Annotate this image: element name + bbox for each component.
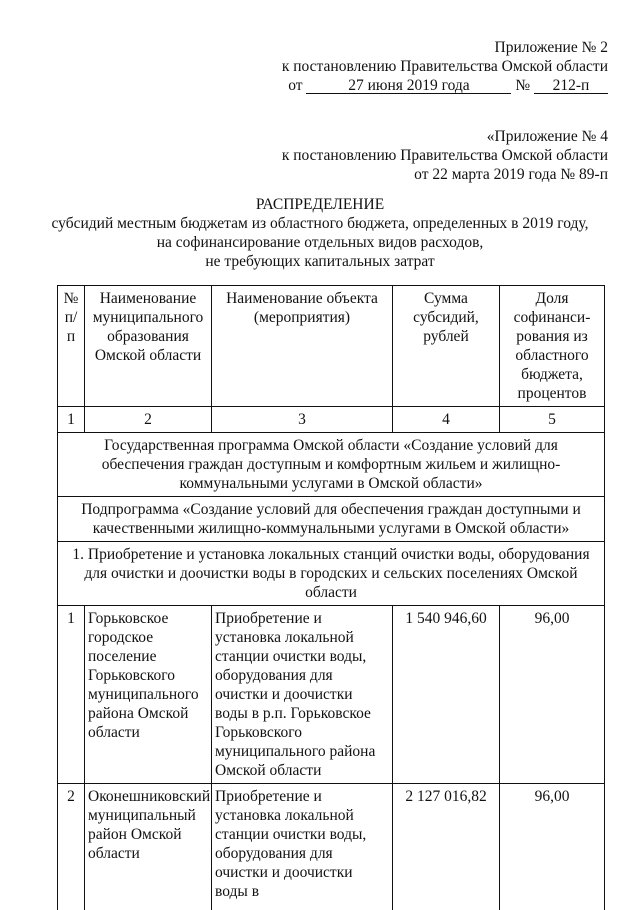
column-number: 5 xyxy=(500,407,605,433)
header-cell: № п/п xyxy=(58,286,85,407)
section-row xyxy=(58,542,605,606)
appendix-4-block xyxy=(250,127,608,184)
program-title: Государственная программа Омской области «Создание условий для обеспечения граждан доступным и комфортным жильем и жилищно-коммунальными услугами в Омской области» xyxy=(58,433,605,497)
municipality-name: Оконешниковский муниципальный район Омской области xyxy=(85,784,212,910)
appendix-2-title: Приложение № 2 xyxy=(250,38,608,57)
column-number: 1 xyxy=(58,407,85,433)
resolution-date: 27 июня 2019 года xyxy=(306,78,511,94)
table-header-row xyxy=(58,286,605,407)
heading-line-3: не требующих капитальных затрат xyxy=(30,252,610,271)
header-cell: Наименование объекта (мероприятия) xyxy=(212,286,393,407)
subprogram-title: Подпрограмма «Создание условий для обеспечения граждан доступными и качественными жилищно-коммунальными услугами в Омской области» xyxy=(58,497,605,542)
header-cell: Доля софинанси-рования из областного бюджета, процентов xyxy=(500,286,605,407)
heading-line-1: субсидий местным бюджетам из областного бюджета, определенных в 2019 году, xyxy=(30,214,610,233)
cofinancing-share: 96,00 xyxy=(500,784,605,910)
subprogram-row xyxy=(58,497,605,542)
object-name: Приобретение и установка локальной станции очистки воды, оборудования для очистки и доочистки воды в р.п. Горьковское Горьковского муниципального района Омской области xyxy=(212,606,393,784)
table-row xyxy=(58,606,605,784)
column-number: 3 xyxy=(212,407,393,433)
column-number: 4 xyxy=(393,407,500,433)
appendix-4-title: «Приложение № 4 xyxy=(250,127,608,146)
appendix-4-resolution: к постановлению Правительства Омской области xyxy=(250,146,608,165)
table-row xyxy=(58,784,605,910)
municipality-name: Горьковское городское поселение Горьковского муниципального района Омской области xyxy=(85,606,212,784)
row-number: 2 xyxy=(58,784,85,910)
object-name: Приобретение и установка локальной станции очистки воды, оборудования для очистки и доочистки воды в xyxy=(212,784,393,910)
heading-line-2: на софинансирование отдельных видов расходов, xyxy=(30,233,610,252)
number-label: № xyxy=(515,77,530,94)
row-number: 1 xyxy=(58,606,85,784)
column-number: 2 xyxy=(85,407,212,433)
header-cell: Наименование муниципального образования Омской области xyxy=(85,286,212,407)
from-label: от xyxy=(288,77,302,94)
document-heading xyxy=(30,195,610,271)
subsidy-amount: 1 540 946,60 xyxy=(393,606,500,784)
header-cell: Сумма субсидий, рублей xyxy=(393,286,500,407)
column-number-row xyxy=(58,407,605,433)
appendix-2-date-line xyxy=(250,76,608,95)
subsidy-distribution-table xyxy=(57,285,605,910)
resolution-number: 212-п xyxy=(534,78,608,94)
subsidy-amount: 2 127 016,82 xyxy=(393,784,500,910)
appendix-4-date-line: от 22 марта 2019 года № 89-п xyxy=(250,165,608,184)
cofinancing-share: 96,00 xyxy=(500,606,605,784)
program-row xyxy=(58,433,605,497)
appendix-2-resolution: к постановлению Правительства Омской области xyxy=(250,57,608,76)
appendix-2-block xyxy=(250,38,608,95)
section-title: 1. Приобретение и установка локальных станций очистки воды, оборудования для очистки и доочистки воды в городских и сельских поселениях Омской области xyxy=(58,542,605,606)
document-title: РАСПРЕДЕЛЕНИЕ xyxy=(30,195,610,214)
